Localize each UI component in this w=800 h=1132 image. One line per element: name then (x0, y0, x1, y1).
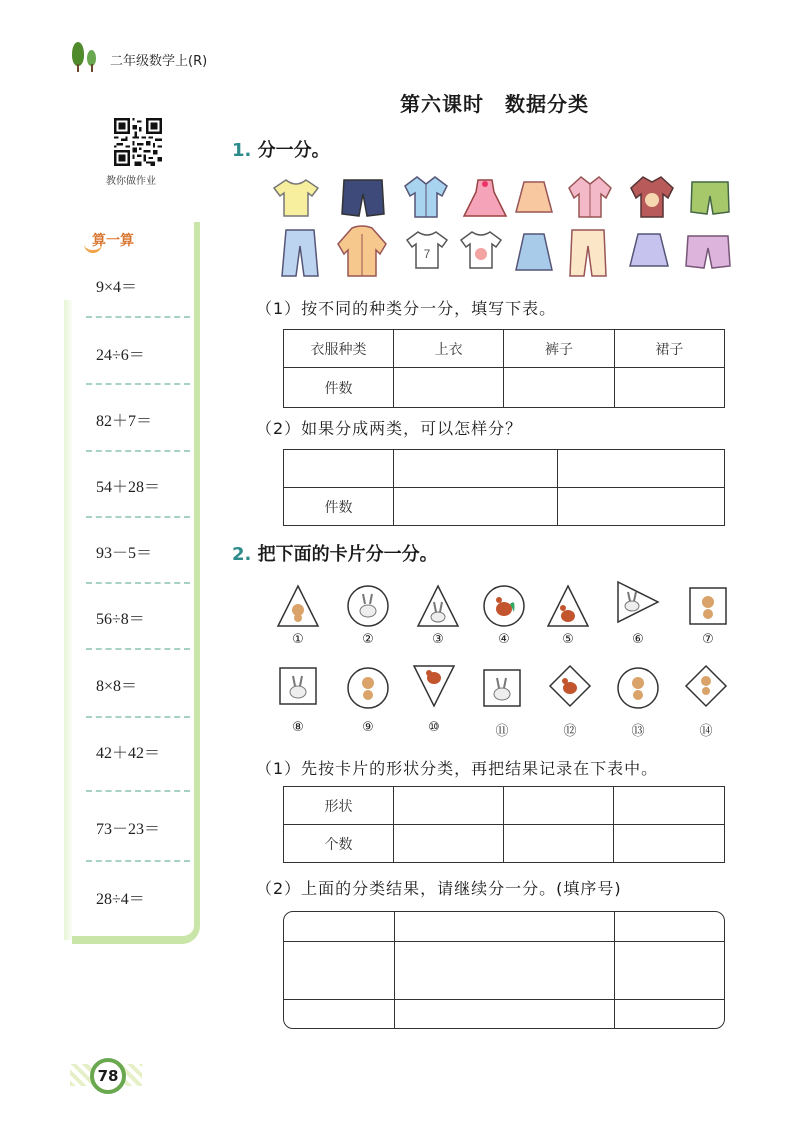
answer-cell[interactable] (284, 912, 394, 941)
further-classification-table (283, 911, 725, 1029)
practice-problem: 73－23＝ (96, 821, 161, 838)
card-circle-rooster[interactable] (482, 584, 526, 628)
practice-problem: 42＋42＝ (96, 745, 161, 762)
clothes-type-table (283, 329, 725, 408)
question-2-part-1: （1）先按卡片的形状分类，再把结果记录在下表中。 (256, 759, 659, 778)
table-header-cell: 上衣 (394, 330, 504, 368)
question-text: 分一分。 (257, 140, 330, 161)
answer-cell[interactable] (558, 488, 725, 526)
answer-cell[interactable] (394, 450, 558, 488)
card-square-rabbit[interactable] (276, 664, 320, 708)
card-number: ⑪ (495, 724, 509, 739)
question-1-heading (232, 136, 330, 162)
answer-cell[interactable] (614, 825, 725, 863)
tshirt-icon (404, 228, 450, 276)
practice-problem: 54＋28＝ (96, 479, 161, 496)
card-circle-rabbit[interactable] (346, 584, 390, 628)
card-triangle-monkey[interactable] (276, 584, 320, 628)
card-triangle-rabbit[interactable] (616, 580, 660, 624)
svg-text:7: 7 (423, 247, 431, 261)
logo-trees (70, 40, 100, 74)
card-square-monkey[interactable] (686, 584, 730, 628)
page-number: 78 (90, 1058, 126, 1094)
skirt-icon (512, 178, 556, 222)
practice-problem: 9×4＝ (96, 279, 138, 296)
shirt-icon (400, 174, 452, 224)
table-row-label: 件数 (284, 488, 394, 526)
table-header-label: 形状 (284, 787, 394, 825)
practice-problem: 8×8＝ (96, 678, 138, 695)
answer-cell[interactable] (504, 368, 614, 408)
shorts-icon (688, 178, 732, 222)
card-diamond-monkey[interactable] (684, 664, 728, 708)
tshirt-icon (458, 228, 504, 276)
practice-problem: 24÷6＝ (96, 347, 145, 364)
answer-cell[interactable] (394, 787, 504, 825)
dress-icon (460, 176, 510, 226)
card-number: ⑦ (702, 632, 714, 647)
answer-cell[interactable] (614, 999, 724, 1028)
card-number: ⑤ (562, 632, 574, 647)
card-circle-monkey[interactable] (346, 666, 390, 710)
shape-count-table (283, 786, 725, 863)
tshirt-icon (270, 176, 322, 224)
pants-icon (566, 228, 610, 282)
answer-cell[interactable] (284, 941, 394, 999)
card-number: ② (362, 632, 374, 647)
card-number: ⑭ (699, 724, 713, 739)
answer-cell[interactable] (394, 368, 504, 408)
answer-line[interactable] (86, 790, 190, 792)
answer-line[interactable] (86, 516, 190, 518)
two-category-table (283, 449, 725, 526)
table-row-label: 件数 (284, 368, 394, 408)
card-triangle-rooster[interactable] (546, 584, 590, 628)
table-header-cell: 裙子 (614, 330, 724, 368)
answer-cell[interactable] (614, 941, 724, 999)
question-2-heading (232, 540, 438, 566)
card-number: ⑩ (428, 720, 440, 735)
answer-cell[interactable] (614, 912, 724, 941)
question-1-part-2: （2）如果分成两类，可以怎样分？ (256, 419, 523, 438)
card-number: ⑫ (563, 724, 577, 739)
answer-line[interactable] (86, 716, 190, 718)
answer-cell[interactable] (394, 488, 558, 526)
qr-label: 教你做作业 (106, 176, 156, 187)
shorts-icon (682, 232, 734, 278)
table-header-label: 衣服种类 (284, 330, 394, 368)
question-number: 2. (232, 544, 252, 565)
answer-line[interactable] (86, 860, 190, 862)
practice-problem: 82＋7＝ (96, 413, 153, 430)
card-square-rabbit[interactable] (480, 666, 524, 710)
answer-line[interactable] (86, 383, 190, 385)
question-number: 1. (232, 140, 252, 161)
answer-cell[interactable] (284, 999, 394, 1028)
answer-cell[interactable] (394, 825, 504, 863)
answer-cell[interactable] (284, 450, 394, 488)
sweater-icon (626, 174, 678, 224)
sidebar-title: 算一算 (92, 233, 134, 249)
card-inverted-triangle-rooster[interactable] (412, 664, 456, 708)
skirt-icon (512, 230, 556, 278)
shorts-icon (338, 176, 388, 224)
card-circle-monkey[interactable] (616, 666, 660, 710)
card-diamond-rooster[interactable] (548, 664, 592, 708)
answer-cell[interactable] (504, 825, 614, 863)
card-number: ⑬ (631, 724, 645, 739)
coat-icon (332, 224, 392, 284)
answer-line[interactable] (86, 582, 190, 584)
answer-cell[interactable] (614, 787, 725, 825)
card-number: ⑨ (362, 720, 374, 735)
card-number: ⑥ (632, 632, 644, 647)
answer-line[interactable] (86, 648, 190, 650)
card-number: ③ (432, 632, 444, 647)
lesson-title: 第六课时 数据分类 (400, 92, 589, 116)
book-title: 二年级数学上(R) (110, 54, 208, 69)
answer-cell[interactable] (394, 941, 614, 999)
qr-code[interactable] (114, 118, 162, 166)
practice-problem: 93－5＝ (96, 545, 153, 562)
card-number: ⑧ (292, 720, 304, 735)
table-row-label: 个数 (284, 825, 394, 863)
answer-cell[interactable] (558, 450, 725, 488)
answer-line[interactable] (86, 316, 190, 318)
card-number: ④ (498, 632, 510, 647)
table-header-cell: 裤子 (504, 330, 614, 368)
answer-cell[interactable] (614, 368, 724, 408)
practice-problem: 28÷4＝ (96, 891, 145, 908)
practice-problem: 56÷8＝ (96, 611, 145, 628)
jeans-icon (278, 228, 322, 282)
question-2-part-2: （2）上面的分类结果，请继续分一分。(填序号) (256, 879, 622, 898)
answer-cell[interactable] (394, 999, 614, 1028)
question-text: 把下面的卡片分一分。 (257, 544, 438, 565)
jacket-icon (564, 174, 616, 224)
skirt-icon (626, 230, 672, 276)
question-1-part-1: （1）按不同的种类分一分，填写下表。 (256, 299, 557, 318)
answer-cell[interactable] (394, 912, 614, 941)
answer-cell[interactable] (504, 787, 614, 825)
card-number: ① (292, 632, 304, 647)
card-triangle-rabbit[interactable] (416, 584, 460, 628)
answer-line[interactable] (86, 450, 190, 452)
